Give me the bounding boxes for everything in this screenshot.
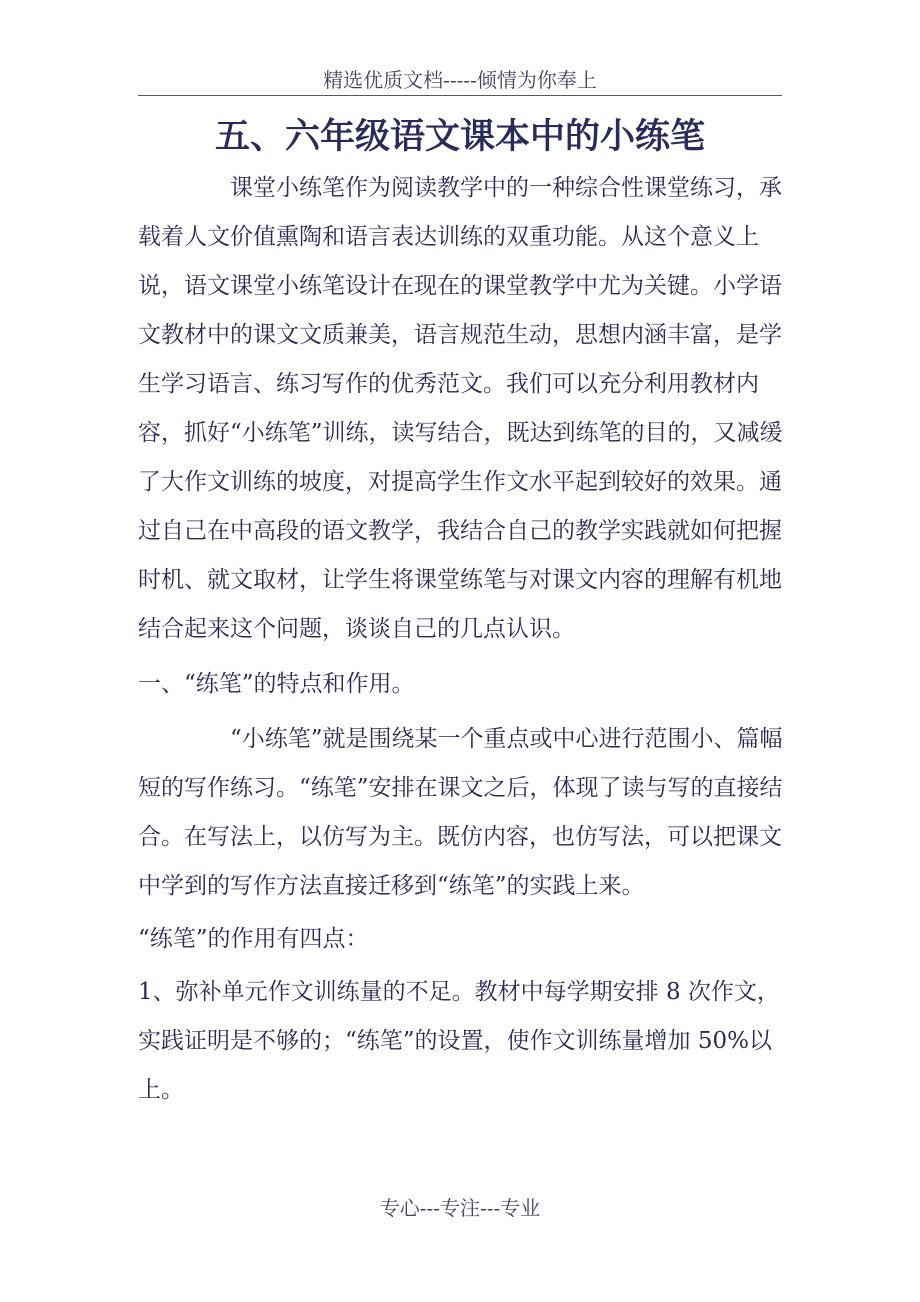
page-header: 精选优质文档-----倾情为你奉上 [323,68,597,92]
roles-intro-paragraph: “练笔”的作用有四点： [138,926,369,952]
header-divider [138,95,782,96]
section-heading: 一、“练笔”的特点和作用。 [138,671,415,697]
role-item-1: 1、弥补单元作文训练量的不足。教材中每学期安排 8 次作文，实践证明是不够的；“练笔”的设置，使作文训练量增加 50%以上。 [138,979,780,1103]
document-title: 五、六年级语文课本中的小练笔 [214,116,705,157]
definition-paragraph: “小练笔”就是围绕某一个重点或中心进行范围小、篇幅短的写作练习。“练笔”安排在课文之后，体现了读与写的直接结合。在写法上，以仿写为主。既仿内容，也仿写法，可以把课文中学到的写作方法直接迁移到“练笔”的实践上来。 [138,726,783,899]
page-footer: 专心---专注---专业 [379,1196,541,1220]
intro-paragraph: 课堂小练笔作为阅读教学中的一种综合性课堂练习，承载着人文价值熏陶和语言表达训练的双重功能。从这个意义上说，语文课堂小练笔设计在现在的课堂教学中尤为关键。小学语文教材中的课文文质兼美，语言规范生动，思想内涵丰富，是学生学习语言、练习写作的优秀范文。我们可以充分利用教材内容，抓好“小练笔”训练，读写结合，既达到练笔的目的，又减缓了大作文训练的坡度，对提高学生作文水平起到较好的效果。通过自己在中高段的语文教学，我结合自己的教学实践就如何把握时机、就文取材，让学生将课堂练笔与对课文内容的理解有机地结合起来这个问题，谈谈自己的几点认识。 [138,175,783,642]
document-body [138,164,798,1115]
